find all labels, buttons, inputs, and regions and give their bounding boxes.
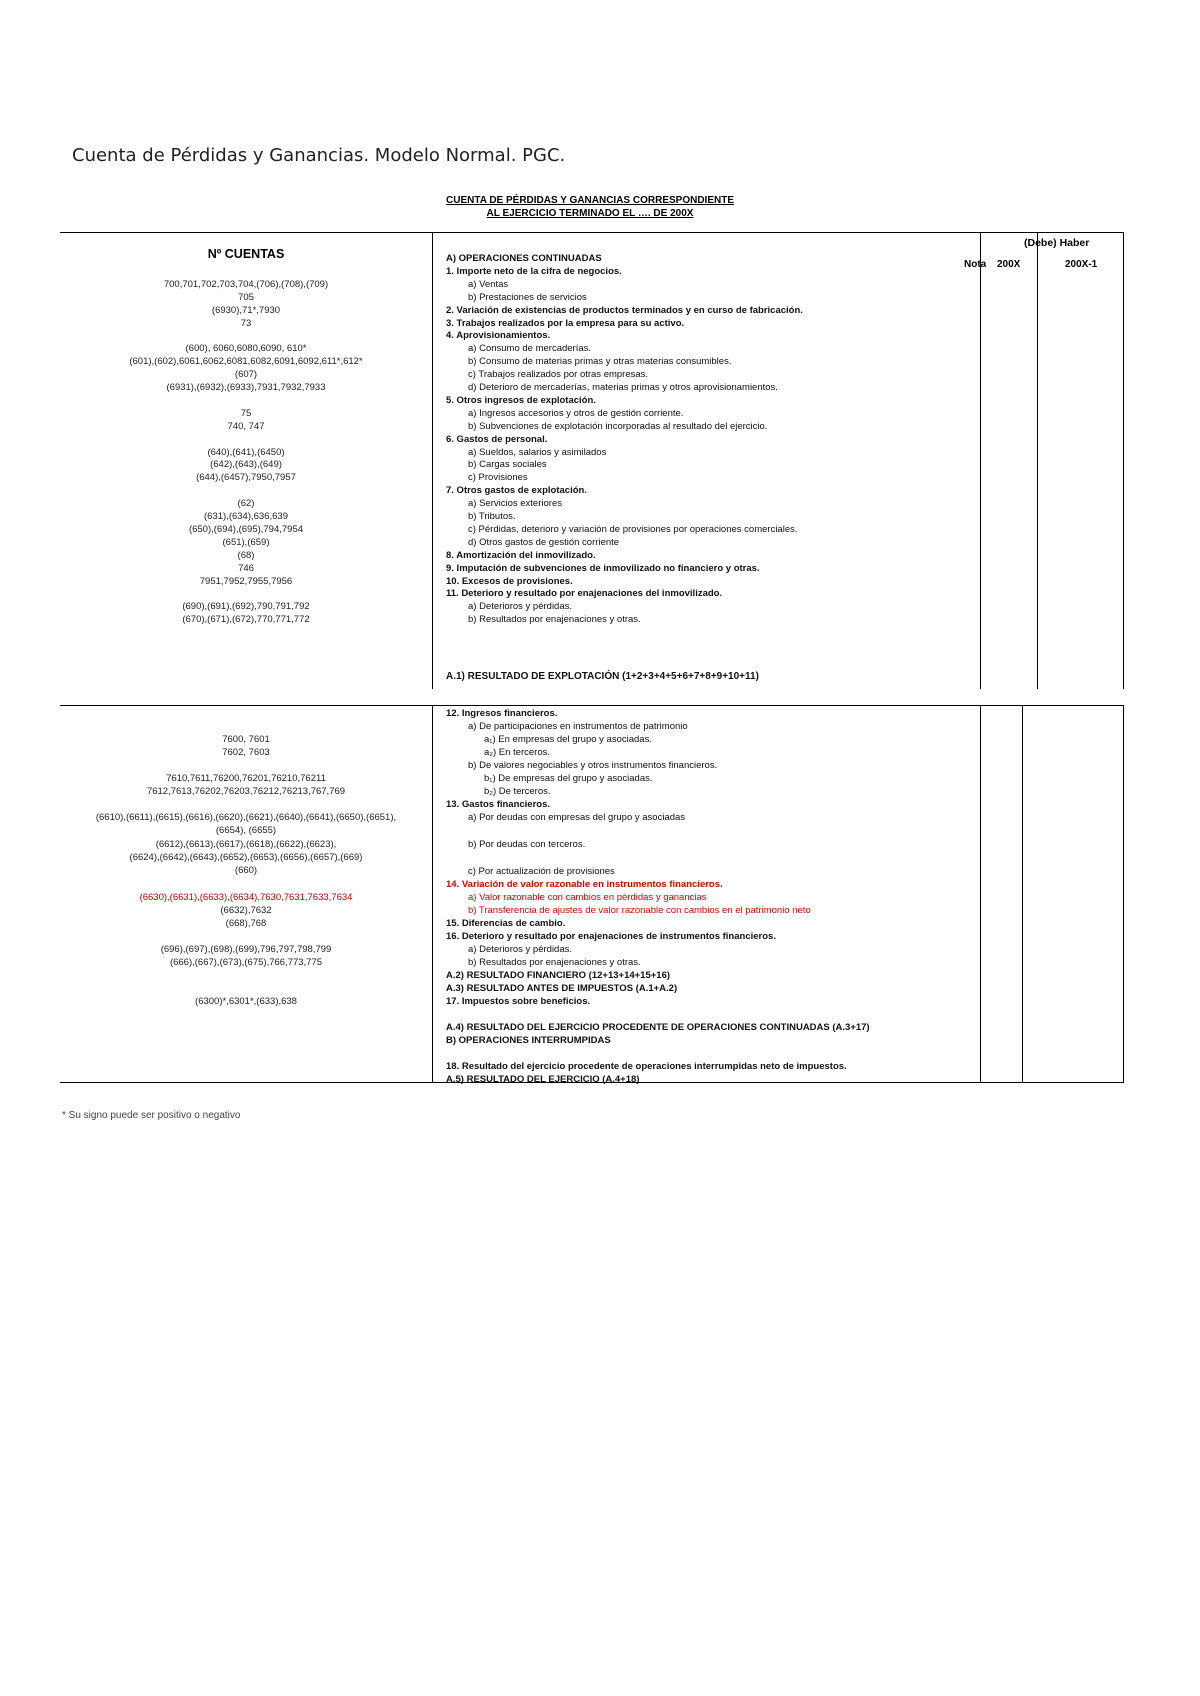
column-divider (432, 706, 433, 1082)
line-item: a) Deterioros y pérdidas. (468, 601, 573, 613)
line-item: b) Resultados por enajenaciones y otras. (468, 957, 641, 968)
account-code: (600), 6060,6080,6090, 610* (185, 343, 307, 355)
account-code: (68) (237, 549, 255, 561)
line-item: 11. Deterioro y resultado por enajenaciones del inmovilizado. (446, 588, 723, 600)
income-statement-section-1 (60, 232, 1124, 689)
income-statement-section-2 (60, 705, 1124, 1083)
year-header-previous: 200X-1 (1065, 259, 1098, 270)
page-title: Cuenta de Pérdidas y Ganancias. Modelo Normal. PGC. (72, 145, 566, 166)
line-item: c) Provisiones (468, 472, 528, 484)
line-item: 10. Excesos de provisiones. (446, 575, 573, 587)
line-item: 18. Resultado del ejercicio procedente de operaciones interrumpidas neto de impuestos. (446, 1061, 847, 1072)
nota-header: Nota (964, 259, 987, 270)
line-item: 5. Otros ingresos de explotación. (446, 394, 596, 406)
line-item: a) Servicios exteriores (468, 498, 562, 510)
line-item: a) Por deudas con empresas del grupo y asociadas (468, 812, 686, 823)
report-heading (390, 194, 790, 220)
account-code: 700,701,702,703,704,(706),(708),(709) (163, 278, 329, 290)
line-item: a) Deterioros y pérdidas. (468, 944, 573, 955)
account-code: (642),(643),(649) (210, 459, 282, 471)
line-item: b) Cargas sociales (468, 459, 547, 471)
line-item: b) Prestaciones de servicios (468, 291, 587, 303)
result-explotacion: A.1) RESULTADO DE EXPLOTACIÓN (1+2+3+4+5+6+7+8+9+10+11) (446, 671, 759, 682)
account-code: (6630),(6631),(6633),(6634),7630,7631,7633,7634 (139, 892, 353, 903)
account-code: 7951,7952,7955,7956 (199, 575, 293, 587)
column-divider (432, 233, 433, 689)
line-item: 3. Trabajos realizados por la empresa para su activo. (446, 317, 685, 329)
line-item: 7. Otros gastos de explotación. (446, 485, 587, 497)
account-code: (631),(634),636,639 (204, 511, 288, 522)
line-item: 9. Imputación de subvenciones de inmovilizado no financiero y otras. (446, 562, 760, 574)
column-divider (1123, 706, 1124, 1082)
line-item: a₁) En empresas del grupo y asociadas. (484, 734, 652, 745)
line-item: 13. Gastos financieros. (446, 799, 551, 810)
column-divider (1123, 233, 1124, 689)
line-item: c) Por actualización de provisiones (468, 866, 615, 877)
account-code: (640),(641),(6450) (207, 446, 285, 458)
line-item: b) Transferencia de ajustes de valor razonable con cambios en el patrimonio neto (468, 905, 811, 916)
line-item: 12. Ingresos financieros. (446, 708, 558, 719)
account-code: (666),(667),(673),(675),766,773,775 (169, 957, 323, 968)
line-item: b) Resultados por enajenaciones y otras. (468, 614, 641, 626)
line-item: b) De valores negociables y otros instrumentos financieros. (468, 760, 718, 771)
account-code: (668),768 (225, 918, 267, 929)
column-divider (1022, 706, 1023, 1082)
report-heading-line2: AL EJERCICIO TERMINADO EL …. DE 200X (486, 208, 694, 219)
account-code: 740, 747 (227, 420, 265, 432)
line-item: 14. Variación de valor razonable en instrumentos financieros. (446, 879, 723, 890)
line-item: c) Pérdidas, deterioro y variación de provisiones por operaciones comerciales. (468, 523, 798, 535)
line-item: A.5) RESULTADO DEL EJERCICIO (A.4+18) (446, 1074, 640, 1085)
debe-haber-header: (Debe) Haber (1024, 237, 1090, 249)
line-item: 8. Amortización del inmovilizado. (446, 549, 596, 561)
line-item: b) Por deudas con terceros. (468, 839, 586, 850)
line-item: A.2) RESULTADO FINANCIERO (12+13+14+15+16) (446, 970, 671, 981)
account-code: (651),(659) (222, 536, 270, 548)
line-item: 2. Variación de existencias de productos terminados y en curso de fabricación. (446, 304, 803, 316)
column-divider (1037, 233, 1038, 689)
account-code: (6612),(6613),(6617),(6618),(6622),(6623), (155, 839, 337, 850)
line-item: b₁) De empresas del grupo y asociadas. (484, 773, 653, 784)
account-code: (6632),7632 (220, 905, 272, 916)
account-code: 73 (240, 317, 252, 329)
line-item: a) Consumo de mercaderías. (468, 343, 592, 355)
line-item: b) Tributos. (468, 511, 516, 522)
line-item: c) Trabajos realizados por otras empresas. (468, 369, 649, 381)
account-code: (6931),(6932),(6933),7931,7932,7933 (166, 382, 326, 393)
line-item: 16. Deterioro y resultado por enajenaciones de instrumentos financieros. (446, 931, 776, 942)
account-code: (670),(671),(672),770,771,772 (182, 614, 310, 626)
account-code: (62) (237, 498, 255, 510)
account-code: 75 (240, 407, 252, 419)
line-item: b₂) De terceros. (484, 786, 551, 797)
line-item: 6. Gastos de personal. (446, 433, 548, 445)
account-code: (6624),(6642),(6643),(6652),(6653),(6656),(6657),(669) (129, 852, 363, 863)
line-item: a) De participaciones en instrumentos de patrimonio (468, 721, 688, 732)
column-divider (980, 706, 981, 1082)
line-item: 17. Impuestos sobre beneficios. (446, 996, 591, 1007)
account-code: (696),(697),(698),(699),796,797,798,799 (160, 944, 332, 955)
account-code: (6610),(6611),(6615),(6616),(6620),(6621),(6640),(6641),(6650),(6651), (95, 812, 397, 823)
footnote: * Su signo puede ser positivo o negativo (62, 1110, 241, 1121)
line-item: 1. Importe neto de la cifra de negocios. (446, 265, 622, 277)
account-code: (607) (234, 369, 258, 381)
line-item: A.4) RESULTADO DEL EJERCICIO PROCEDENTE DE OPERACIONES CONTINUADAS (A.3+17) (446, 1022, 870, 1033)
line-item: B) OPERACIONES INTERRUMPIDAS (446, 1035, 611, 1046)
account-code: 746 (238, 562, 254, 574)
account-code: (660) (234, 865, 258, 876)
account-code: (6654), (6655) (215, 825, 277, 836)
line-item: a) Ingresos accesorios y otros de gestión corriente. (468, 407, 684, 419)
line-item: a) Sueldos, salarios y asimilados (468, 446, 607, 458)
account-code: (601),(602),6061,6062,6081,6082,6091,6092,611*,612* (129, 356, 363, 368)
line-item: b) Consumo de materias primas y otras materias consumibles. (468, 356, 732, 368)
line-item: 4. Aprovisionamientos. (446, 330, 551, 342)
report-heading-line1: CUENTA DE PÉRDIDAS Y GANANCIAS CORRESPONDIENTE (446, 195, 734, 206)
account-code: 7602, 7603 (222, 747, 270, 758)
account-code: 7600, 7601 (222, 734, 270, 745)
account-code: 7612,7613,76202,76203,76212,76213,767,769 (146, 786, 346, 797)
account-code: (650),(694),(695),794,7954 (188, 523, 304, 535)
line-item: 15. Diferencias de cambio. (446, 918, 566, 929)
line-item: a₂) En terceros. (484, 747, 550, 758)
line-item: d) Otros gastos de gestión corriente (468, 536, 620, 548)
column-divider (980, 233, 981, 689)
line-item: A) OPERACIONES CONTINUADAS (446, 253, 602, 264)
line-item: b) Subvenciones de explotación incorporadas al resultado del ejercicio. (468, 420, 768, 432)
line-item: A.3) RESULTADO ANTES DE IMPUESTOS (A.1+A.2) (446, 983, 678, 994)
line-item: d) Deterioro de mercaderías, materias primas y otros aprovisionamientos. (468, 382, 778, 393)
account-code: (6300)*,6301*,(633),638 (195, 996, 297, 1007)
account-code: (644),(6457),7950,7957 (196, 472, 296, 484)
line-item: a) Valor razonable con cambios en pérdidas y ganancias (468, 892, 707, 903)
year-header-current: 200X (997, 259, 1021, 270)
account-code: 7610,7611,76200,76201,76210,76211 (166, 773, 326, 784)
account-code: 705 (238, 291, 254, 303)
line-item: a) Ventas (468, 278, 509, 290)
account-code: (690),(691),(692),790,791,792 (182, 601, 310, 613)
account-code: (6930),71*,7930 (211, 304, 281, 316)
cuentas-header: Nº CUENTAS (207, 247, 285, 261)
